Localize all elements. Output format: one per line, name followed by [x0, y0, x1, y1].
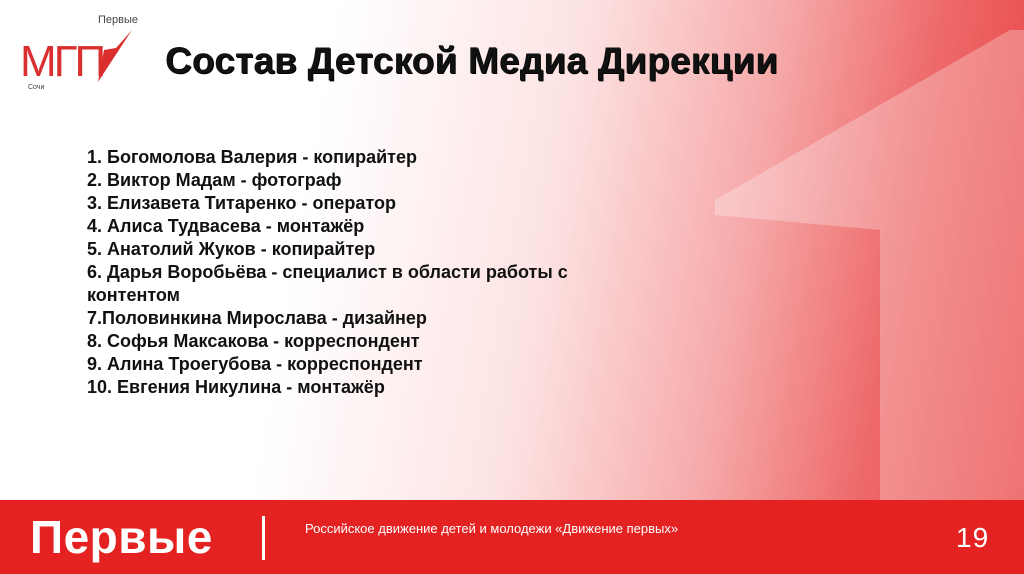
list-item: 2. Виктор Мадам - фотограф — [87, 170, 342, 190]
mgp-logo-icon — [20, 24, 135, 86]
footer-caption: Российское движение детей и молодежи «Движение первых» — [305, 521, 679, 536]
logo-top-text: Первые — [98, 14, 139, 26]
footer-bar — [0, 500, 1024, 574]
list-item: 4. Алиса Тудвасева - монтажёр — [87, 216, 365, 236]
list-item: 8. Софья Максакова - корреспондент — [87, 331, 420, 351]
list-item: 6. Дарья Воробьёва - специалист в области работы с контентом — [87, 262, 568, 305]
list-item: 9. Алина Троегубова - корреспондент — [87, 354, 423, 374]
page-title: Состав Детской Медиа Дирекции — [165, 40, 779, 81]
footer-divider — [262, 516, 265, 560]
footer-brand: Первые — [30, 511, 213, 563]
logo — [20, 14, 140, 94]
list-item: 3. Елизавета Титаренко - оператор — [87, 193, 396, 213]
list-item: 7.Половинкина Мирослава - дизайнер — [87, 308, 427, 328]
page-number: 19 — [956, 522, 990, 553]
members-list — [87, 146, 607, 399]
svg-text:МГП: МГП — [20, 37, 104, 86]
list-item: 1. Богомолова Валерия - копирайтер — [87, 147, 417, 167]
list-item: 10. Евгения Никулина - монтажёр — [87, 377, 385, 397]
list-item: 5. Анатолий Жуков - копирайтер — [87, 239, 376, 259]
logo-bottom-text: Сочи — [28, 84, 45, 91]
